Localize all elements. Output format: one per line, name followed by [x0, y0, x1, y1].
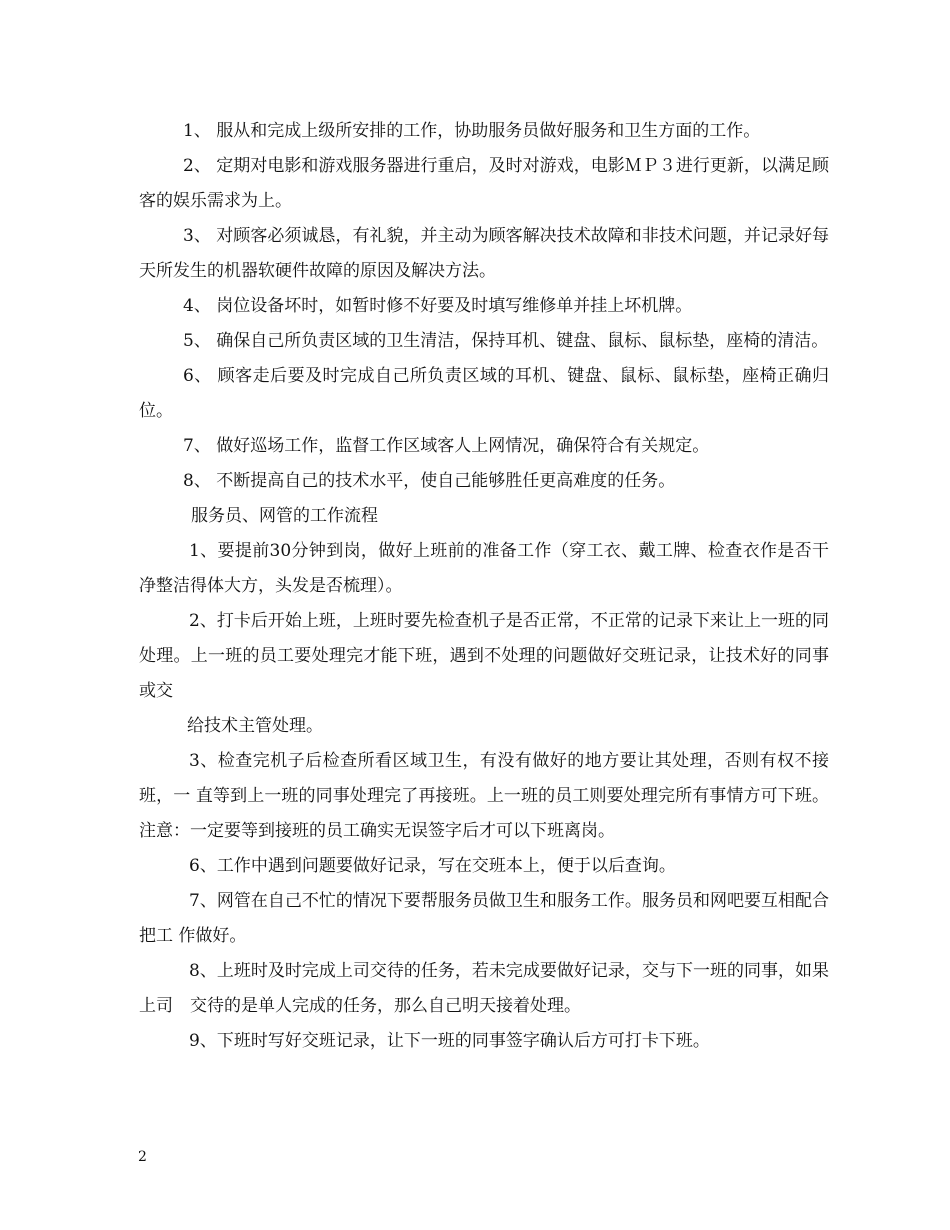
workflow-step-6: 6、工作中遇到问题要做好记录，写在交班本上，便于以后查询。 [189, 856, 676, 876]
workflow-step-1: 1、要提前30分钟到岗，做好上班前的准备工作（穿工衣、戴工牌、检查衣作是否干净整洁得体大方，头发是否梳理）。 [139, 541, 829, 596]
document-body [139, 114, 829, 1059]
duty-item-1: 1、 服从和完成上级所安排的工作，协助服务员做好服务和卫生方面的工作。 [183, 121, 761, 141]
workflow-step-9: 9、下班时写好交班记录，让下一班的同事签字确认后方可打卡下班。 [189, 1031, 710, 1051]
duty-item-6: 6、 顾客走后要及时完成自己所负责区域的耳机、键盘、鼠标、鼠标垫，座椅正确归位。 [139, 366, 829, 421]
duty-item-8: 8、 不断提高自己的技术水平，使自己能够胜任更高难度的任务。 [183, 471, 676, 491]
workflow-title: 服务员、网管的工作流程 [191, 506, 378, 526]
workflow-step-2: 2、打卡后开始上班，上班时要先检查机子是否正常，不正常的记录下来让上一班的同处理。上一班的员工要处理完才能下班，遇到不处理的问题做好交班记录，让技术好的同事或交 [139, 611, 829, 701]
workflow-step-3: 3、检查完机子后检查所看区域卫生，有没有做好的地方要让其处理，否则有权不接班，一 直等到上一班的同事处理完了再接班。上一班的员工则要处理完所有事情方可下班。注意：一定要等到接班的员工确实无误签字后才可以下班离岗。 [139, 751, 829, 841]
workflow-step-2-continued: 给技术主管处理。 [187, 716, 323, 736]
duty-item-5: 5、 确保自己所负责区域的卫生清洁，保持耳机、键盘、鼠标、鼠标垫，座椅的清洁。 [183, 331, 829, 351]
duty-item-4: 4、 岗位设备坏时，如暂时修不好要及时填写维修单并挂上坏机牌。 [183, 296, 693, 316]
workflow-step-7: 7、网管在自己不忙的情况下要帮服务员做卫生和服务工作。服务员和网吧要互相配合把工 作做好。 [139, 891, 829, 946]
duty-item-2: 2、 定期对电影和游戏服务器进行重启，及时对游戏，电影ＭＰ３进行更新，以满足顾客的娱乐需求为上。 [139, 156, 829, 211]
workflow-step-8: 8、上班时及时完成上司交待的任务，若未完成要做好记录，交与下一班的同事，如果上司 交待的是单人完成的任务，那么自己明天接着处理。 [139, 961, 829, 1016]
duty-item-3: 3、 对顾客必须诚恳，有礼貌，并主动为顾客解决技术故障和非技术问题，并记录好每天所发生的机器软硬件故障的原因及解决方法。 [139, 226, 829, 281]
page-number: 2 [138, 1149, 147, 1165]
duty-item-7: 7、 做好巡场工作，监督工作区域客人上网情况，确保符合有关规定。 [183, 436, 710, 456]
